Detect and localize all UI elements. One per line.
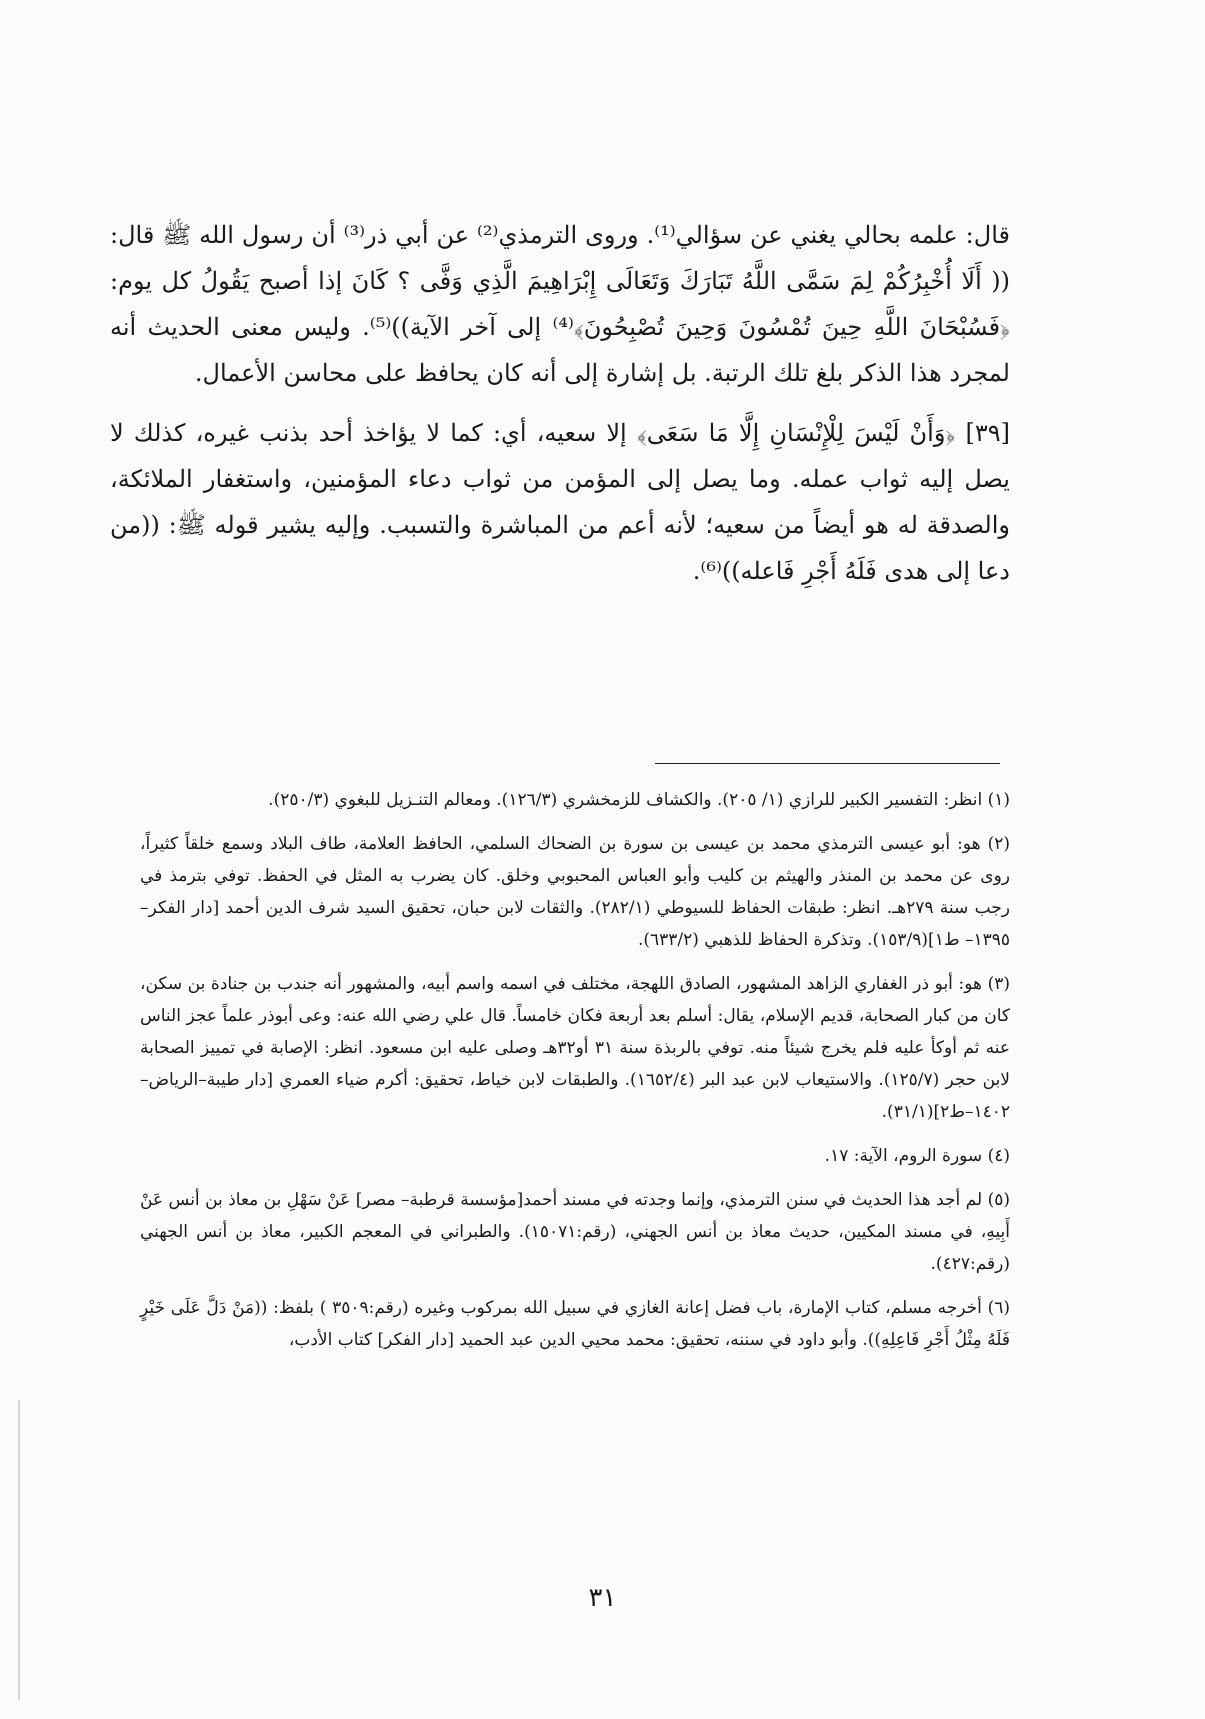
paragraph-2-text: ﴿وَأَنْ لَيْسَ لِلْإِنْسَانِ إِلَّا مَا سَعَى﴾ إلا سعيه، أي: كما لا يؤاخذ أحد بذنب غيره، كذلك لا يصل إليه ثواب عمله. وما يصل إلى المؤمن من ثواب دعاء المؤمنين، واستغفار الملائكة، والصدقة له هو أيضاً من سعيه؛ لأنه أعم من المباشرة والتسبب. وإليه يشير قوله ﷺ: ((من دعا إلى هدى فَلَهُ أَجْرِ فَاعله))⁽⁶⁾. (110, 419, 1010, 585)
main-text (110, 212, 1010, 594)
footnote-3: (٣) هو: أبو ذر الغفاري الزاهد المشهور، الصادق اللهجة، مختلف في اسمه واسم أبيه، والمشهور أنه جندب بن جنادة بن سكن، كان من كبار الصحابة، قديم الإسلام، يقال: أسلم بعد أربعة فكان خامساً. قال علي رضي الله عنه: وعى أبوذر علماً عجز الناس عنه ثم أوكأ عليه فلم يخرج شيئاً منه. توفي بالربذة سنة ٣١ أو٣٢هـ وصلى عليه ابن مسعود. انظر: الإصابة في تمييز الصحابة لابن حجر (١٢٥/٧). والاستيعاب لابن عبد البر (١٦٥٢/٤). والطبقات لابن خياط، تحقيق: أكرم ضياء العمري [دار طيبة–الرياض–١٤٠٢–ط٢](٣١/١). (140, 974, 1011, 1122)
scan-edge-line (18, 1400, 20, 1700)
paragraph-2 (110, 410, 1010, 594)
footnote-4: (٤) سورة الروم، الآية: ١٧. (824, 1146, 1010, 1166)
footnote-1: (١) انظر: التفسير الكبير للرازي (١/ ٢٠٥). والكشاف للزمخشري (١٢٦/٣). ومعالم التنـزيل للبغوي (٢٥٠/٣). (268, 790, 1010, 810)
footnote-6: (٦) أخرجه مسلم، كتاب الإمارة، باب فضل إعانة الغازي في سبيل الله بمركوب وغيره (رقم:٣٥٠٩ ) بلفظ: ((مَنْ دَلَّ عَلَى خَيْرٍ فَلَهُ مِثْلُ أَجْرِ فَاعِلِهِ)). وأبو داود في سننه، تحقيق: محمد محيي الدين عبد الحميد [دار الفكر] كتاب الأدب، (140, 1298, 1010, 1350)
footnotes (140, 784, 1010, 1368)
paragraph-1: قال: علمه بحالي يغني عن سؤالي⁽¹⁾. وروى الترمذي⁽²⁾ عن أبي ذر⁽³⁾ أن رسول الله ﷺ قال: (( أَلَا أُخْبِرُكُمْ لِمَ سَمَّى اللَّهُ تَبَارَكَ وَتَعَالَى إِبْرَاهِيمَ الَّذِي وَفَّى ؟ كَانَ إذا أصبح يَقُولُ كل يوم: ﴿فَسُبْحَانَ اللَّهِ حِينَ تُمْسُونَ وَحِينَ تُصْبِحُونَ﴾⁽⁴⁾ إلى آخر الآية))⁽⁵⁾. وليس معنى الحديث أنه لمجرد هذا الذكر بلغ تلك الرتبة. بل إشارة إلى أنه كان يحافظ على محاسن الأعمال. (110, 221, 1010, 387)
footnote-divider (655, 763, 1000, 764)
page-number: ٣١ (588, 1583, 617, 1613)
verse-number: [٣٩] (965, 419, 1010, 447)
footnote-2: (٢) هو: أبو عيسى الترمذي محمد بن عيسى بن سورة بن الضحاك السلمي، الحافظ العلامة، طاف البلاد وسمع خلقاً كثيراً، روى عن محمد بن المنذر والهيثم بن كليب وأبو العباس المحبوبي وخلق. كان يضرب به المثل في الحفظ. توفي بترمذ في رجب سنة ٢٧٩هـ. انظر: طبقات الحفاظ للسيوطي (٢٨٢/١). والثقات لابن حبان، تحقيق السيد شرف الدين أحمد [دار الفكر– ١٣٩٥– ط١](١٥٣/٩). وتذكرة الحفاظ للذهبي (٦٣٣/٢). (140, 834, 1010, 950)
footnote-5: (٥) لم أجد هذا الحديث في سنن الترمذي، وإنما وجدته في مسند أحمد[مؤسسة قرطبة– مصر] عَنْ سَهْلِ بن معاذ بن أنس عَنْ أَبِيهِ، في مسند المكيين، حديث معاذ بن أنس الجهني، (رقم:١٥٠٧١). والطبراني في المعجم الكبير، معاذ بن أنس الجهني (رقم:٤٢٧). (140, 1190, 1010, 1274)
